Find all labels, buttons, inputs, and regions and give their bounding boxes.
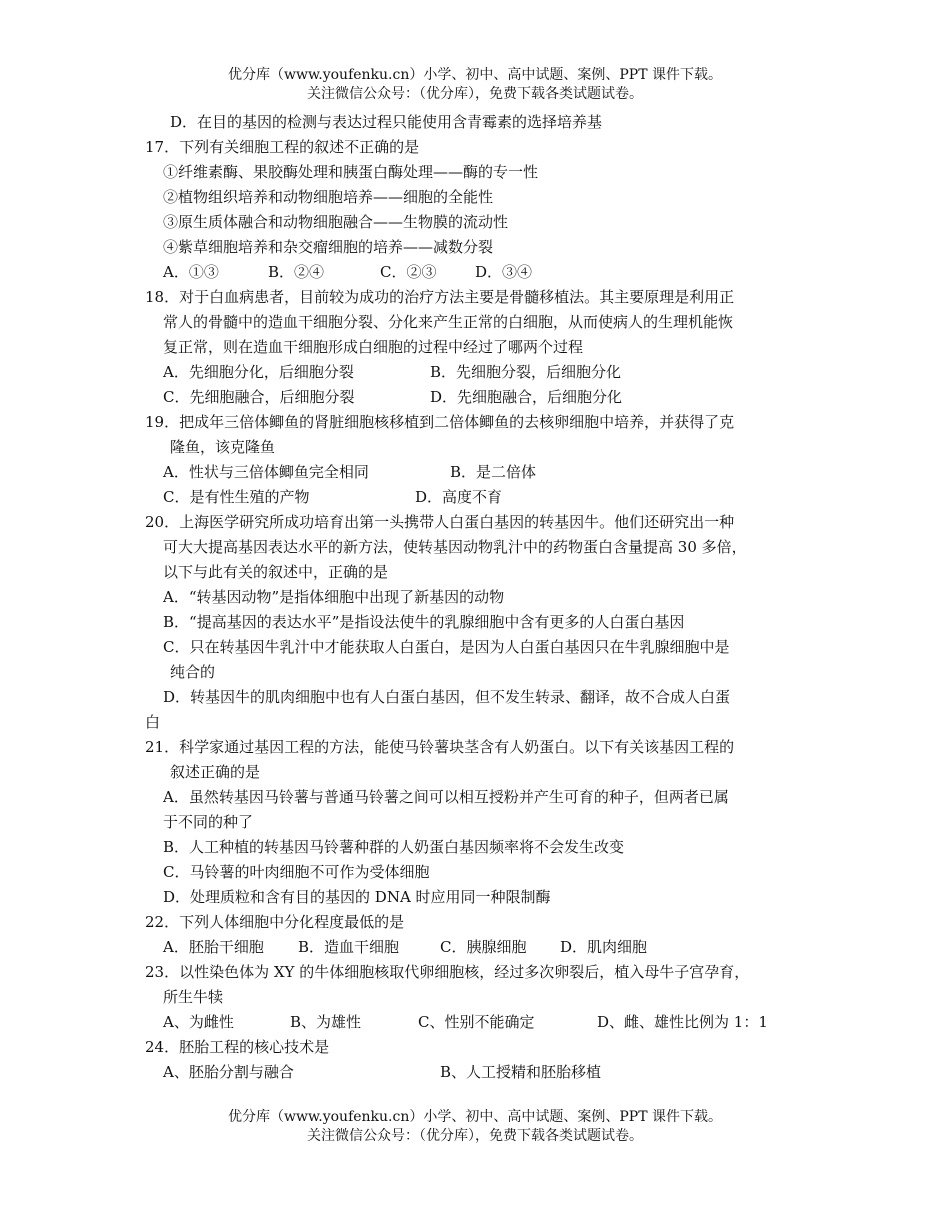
q20-option-b: B．“提高基因的表达水平”是指设法使牛的乳腺细胞中含有更多的人白蛋白基因: [163, 613, 685, 631]
q20-stem-line-2: 可大大提高基因表达水平的新方法，使转基因动物乳汁中的药物蛋白含量提高 30 多倍，: [163, 538, 747, 556]
q18-option-c: C．先细胞融合，后细胞分裂: [163, 388, 355, 406]
q17-option-c: C．②③: [380, 263, 437, 281]
q16-option-d: D．在目的基因的检测与表达过程只能使用含青霉素的选择培养基: [170, 113, 603, 131]
q20-option-d-line-1: D．转基因牛的肌肉细胞中也有人白蛋白基因，但不发生转录、翻译，故不合成人白蛋: [163, 688, 731, 706]
q23-option-c: C、性别不能确定: [418, 1013, 535, 1031]
q20-option-c-line-1: C．只在转基因牛乳汁中才能获取人白蛋白，是因为人白蛋白基因只在牛乳腺细胞中是: [163, 638, 730, 656]
q21-option-b: B．人工种植的转基因马铃薯种群的人奶蛋白基因频率将不会发生改变: [163, 838, 625, 856]
q22-option-a: A．胚胎干细胞: [163, 938, 264, 956]
q22-option-c: C．胰腺细胞: [440, 938, 527, 956]
q18-option-d: D．先细胞融合，后细胞分化: [430, 388, 623, 406]
q20-option-a: A．“转基因动物”是指体细胞中出现了新基因的动物: [163, 588, 505, 606]
header-line-2: 关注微信公众号：（优分库），免费下载各类试题试卷。: [307, 86, 643, 102]
q22-stem: 22．下列人体细胞中分化程度最低的是: [145, 913, 405, 931]
q17-option-d: D．③④: [475, 263, 533, 281]
q21-option-c: C．马铃薯的叶肉细胞不可作为受体细胞: [163, 863, 430, 881]
q17-stem: 17．下列有关细胞工程的叙述不正确的是: [145, 138, 420, 156]
q19-stem-line-2: 隆鱼，该克隆鱼: [170, 438, 276, 456]
q19-option-b: B．是二倍体: [450, 463, 537, 481]
q17-item-1: ①纤维素酶、果胶酶处理和胰蛋白酶处理——酶的专一性: [163, 163, 539, 181]
q18-stem-line-3: 复正常，则在造血干细胞形成白细胞的过程中经过了哪两个过程: [163, 338, 584, 356]
q19-option-a: A．性状与三倍体鲫鱼完全相同: [163, 463, 369, 481]
q17-option-b: B．②④: [268, 263, 325, 281]
q18-stem-line-1: 18．对于白血病患者，目前较为成功的治疗方法主要是骨髓移植法。其主要原理是利用正: [145, 288, 735, 306]
q18-option-b: B．先细胞分裂，后细胞分化: [430, 363, 622, 381]
q23-option-b: B、为雄性: [290, 1013, 362, 1031]
q20-option-c-line-2: 纯合的: [170, 663, 216, 681]
q18-option-a: A．先细胞分化，后细胞分裂: [163, 363, 354, 381]
q19-option-d: D．高度不育: [415, 488, 503, 506]
q21-option-a-line-2: 于不同的种了: [163, 813, 254, 831]
q23-option-a: A、为雌性: [163, 1013, 234, 1031]
q18-stem-line-2: 常人的骨髓中的造血干细胞分裂、分化来产生正常的白细胞，从而使病人的生理机能恢: [163, 313, 734, 331]
q20-option-d-line-2: 白: [145, 713, 161, 731]
q23-stem-line-1: 23．以性染色体为 XY 的牛体细胞核取代卵细胞核，经过多次卵裂后，植入母牛子宫孕育，: [145, 963, 750, 981]
q24-option-a: A、胚胎分割与融合: [163, 1063, 294, 1081]
q20-stem-line-1: 20．上海医学研究所成功培育出第一头携带人白蛋白基因的转基因牛。他们还研究出一种: [145, 513, 735, 531]
q17-option-a: A．①③: [163, 263, 219, 281]
q20-stem-line-3: 以下与此有关的叙述中，正确的是: [163, 563, 389, 581]
q24-stem: 24．胚胎工程的核心技术是: [145, 1038, 330, 1056]
q21-stem-line-1: 21．科学家通过基因工程的方法，能使马铃薯块茎含有人奶蛋白。以下有关该基因工程的: [145, 738, 735, 756]
footer-line-2: 关注微信公众号：（优分库），免费下载各类试题试卷。: [307, 1128, 643, 1144]
q19-option-c: C．是有性生殖的产物: [163, 488, 310, 506]
q22-option-d: D．肌肉细胞: [560, 938, 648, 956]
footer-line-1: 优分库（www.youfenku.cn）小学、初中、高中试题、案例、PPT 课件下载。: [227, 1109, 722, 1125]
q17-item-2: ②植物组织培养和动物细胞培养——细胞的全能性: [163, 188, 494, 206]
q22-option-b: B．造血干细胞: [298, 938, 400, 956]
q21-stem-line-2: 叙述正确的是: [170, 763, 261, 781]
q23-option-d: D、雌、雄性比例为 1：1: [597, 1013, 768, 1031]
q19-stem-line-1: 19．把成年三倍体鲫鱼的肾脏细胞核移植到二倍体鲫鱼的去核卵细胞中培养，并获得了克: [145, 413, 735, 431]
q24-option-b: B、人工授精和胚胎移植: [440, 1063, 602, 1081]
q23-stem-line-2: 所生牛犊: [163, 988, 224, 1006]
q17-item-3: ③原生质体融合和动物细胞融合——生物膜的流动性: [163, 213, 509, 231]
q21-option-d: D．处理质粒和含有目的基因的 DNA 时应用同一种限制酶: [163, 888, 551, 906]
q21-option-a-line-1: A．虽然转基因马铃薯与普通马铃薯之间可以相互授粉并产生可育的种子，但两者已属: [163, 788, 729, 806]
header-line-1: 优分库（www.youfenku.cn）小学、初中、高中试题、案例、PPT 课件下载。: [227, 67, 722, 83]
q17-item-4: ④紫草细胞培养和杂交瘤细胞的培养——减数分裂: [163, 238, 494, 256]
